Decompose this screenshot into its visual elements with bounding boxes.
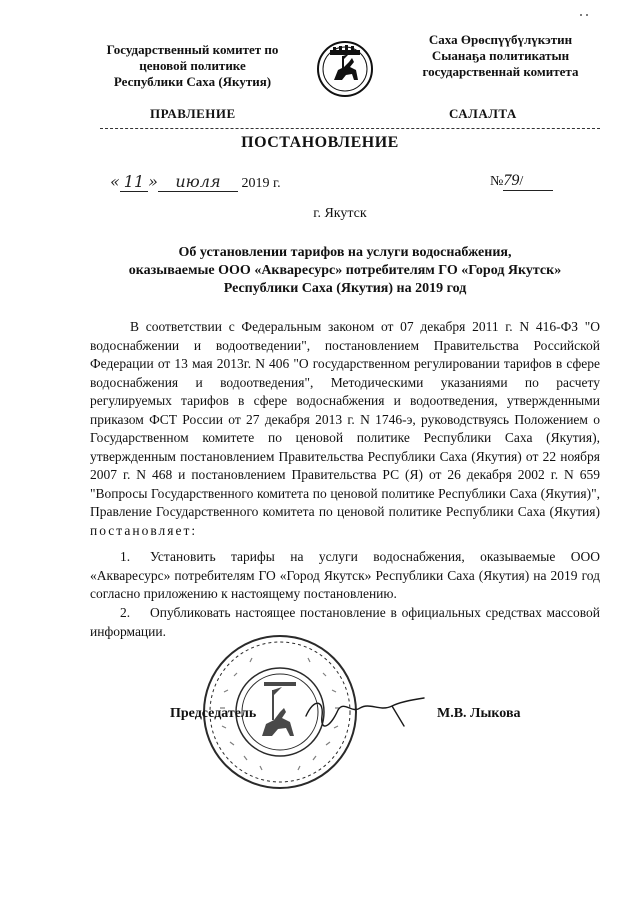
date-day: 11	[120, 172, 148, 192]
date-year: 2019 г.	[241, 176, 281, 191]
signatory-name: М.В. Лыкова	[437, 706, 521, 721]
header-left-line: ценовой политике	[139, 58, 246, 73]
header-left-line: Государственный комитет по	[106, 42, 279, 57]
number-suffix: /	[519, 174, 524, 189]
preamble-paragraph	[90, 318, 600, 540]
number-prefix: №	[490, 174, 504, 189]
board-label-ru: ПРАВЛЕНИЕ	[150, 106, 236, 121]
signatory-role: Председатель	[170, 706, 257, 721]
issue-city: г. Якутск	[313, 206, 367, 221]
title-line: Об установлении тарифов на услуги водоснабжения,	[178, 245, 512, 260]
header-divider	[100, 128, 600, 129]
header-right-line: Саха Өрөспүүбүлүкэтин	[428, 32, 573, 47]
coat-of-arms-emblem	[316, 40, 374, 98]
item-number: 1.	[120, 549, 131, 564]
number-value: 79	[503, 172, 520, 189]
title-line: Республики Саха (Якутия) на 2019 год	[223, 281, 467, 296]
document-date	[110, 172, 281, 192]
header-right-line: государственнай комитета	[422, 64, 579, 79]
date-month: июля	[158, 172, 238, 192]
corner-mark	[578, 12, 590, 18]
decree-item	[90, 548, 600, 604]
header-left-line: Республики Саха (Якутия)	[113, 74, 272, 89]
date-close-quote: »	[148, 172, 158, 191]
item-number: 2.	[120, 605, 131, 620]
board-label-sakha: САЛАЛТА	[449, 106, 517, 121]
item-text: Опубликовать настоящее постановление в официальных средствах массовой информации.	[90, 605, 600, 639]
document-number	[490, 172, 553, 191]
header-left-org	[90, 42, 295, 90]
handwritten-signature	[300, 686, 430, 736]
header-right-line: Сыанаҕа политикатын	[431, 48, 570, 63]
item-text: Установить тарифы на услуги водоснабжения, оказываемые ООО «Акваресурс» потребителям ГО «Город Якутск» Республики Саха (Якутия) на 2019 год согласно приложению к настоящему постановлению.	[90, 549, 600, 601]
title-line: оказываемые ООО «Акваресурс» потребителям ГО «Город Якутск»	[128, 263, 562, 278]
date-open-quote: «	[110, 172, 120, 191]
document-type-heading: ПОСТАНОВЛЕНИЕ	[241, 134, 399, 151]
header-right-org	[398, 32, 603, 80]
decree-word: постановляет:	[90, 522, 198, 538]
document-title	[110, 244, 580, 298]
preamble-text: В соответствии с Федеральным законом от 07 декабря 2011 г. N 416-ФЗ "О водоснабжении и водоотведении", постановлением Правительства Российской Федерации от 13 мая 2013г. N 406 "О государственном регулировании тарифов в сфере водоснабжения и водоотведения", Методическими указаниями по расчету регулируемых тарифов в сфере водоснабжения и водоотведения, утвержденными приказом ФСТ России от 27 декабря 2013 г. N 1746-э, руководствуясь Положением о Государственном комитете по ценовой политике Республики Саха (Якутия), утвержденным постановлением Правительства Республики Саха (Якутия) от 22 ноября 2007 г. N 468 и постановлением Правительства РС (Я) от 26 декабря 2002 г. N 659 "Вопросы Государственного комитета по ценовой политике Республики Саха (Якутия)", Правление Государственного комитета по ценовой политике Республики Саха (Якутия)	[90, 319, 600, 519]
